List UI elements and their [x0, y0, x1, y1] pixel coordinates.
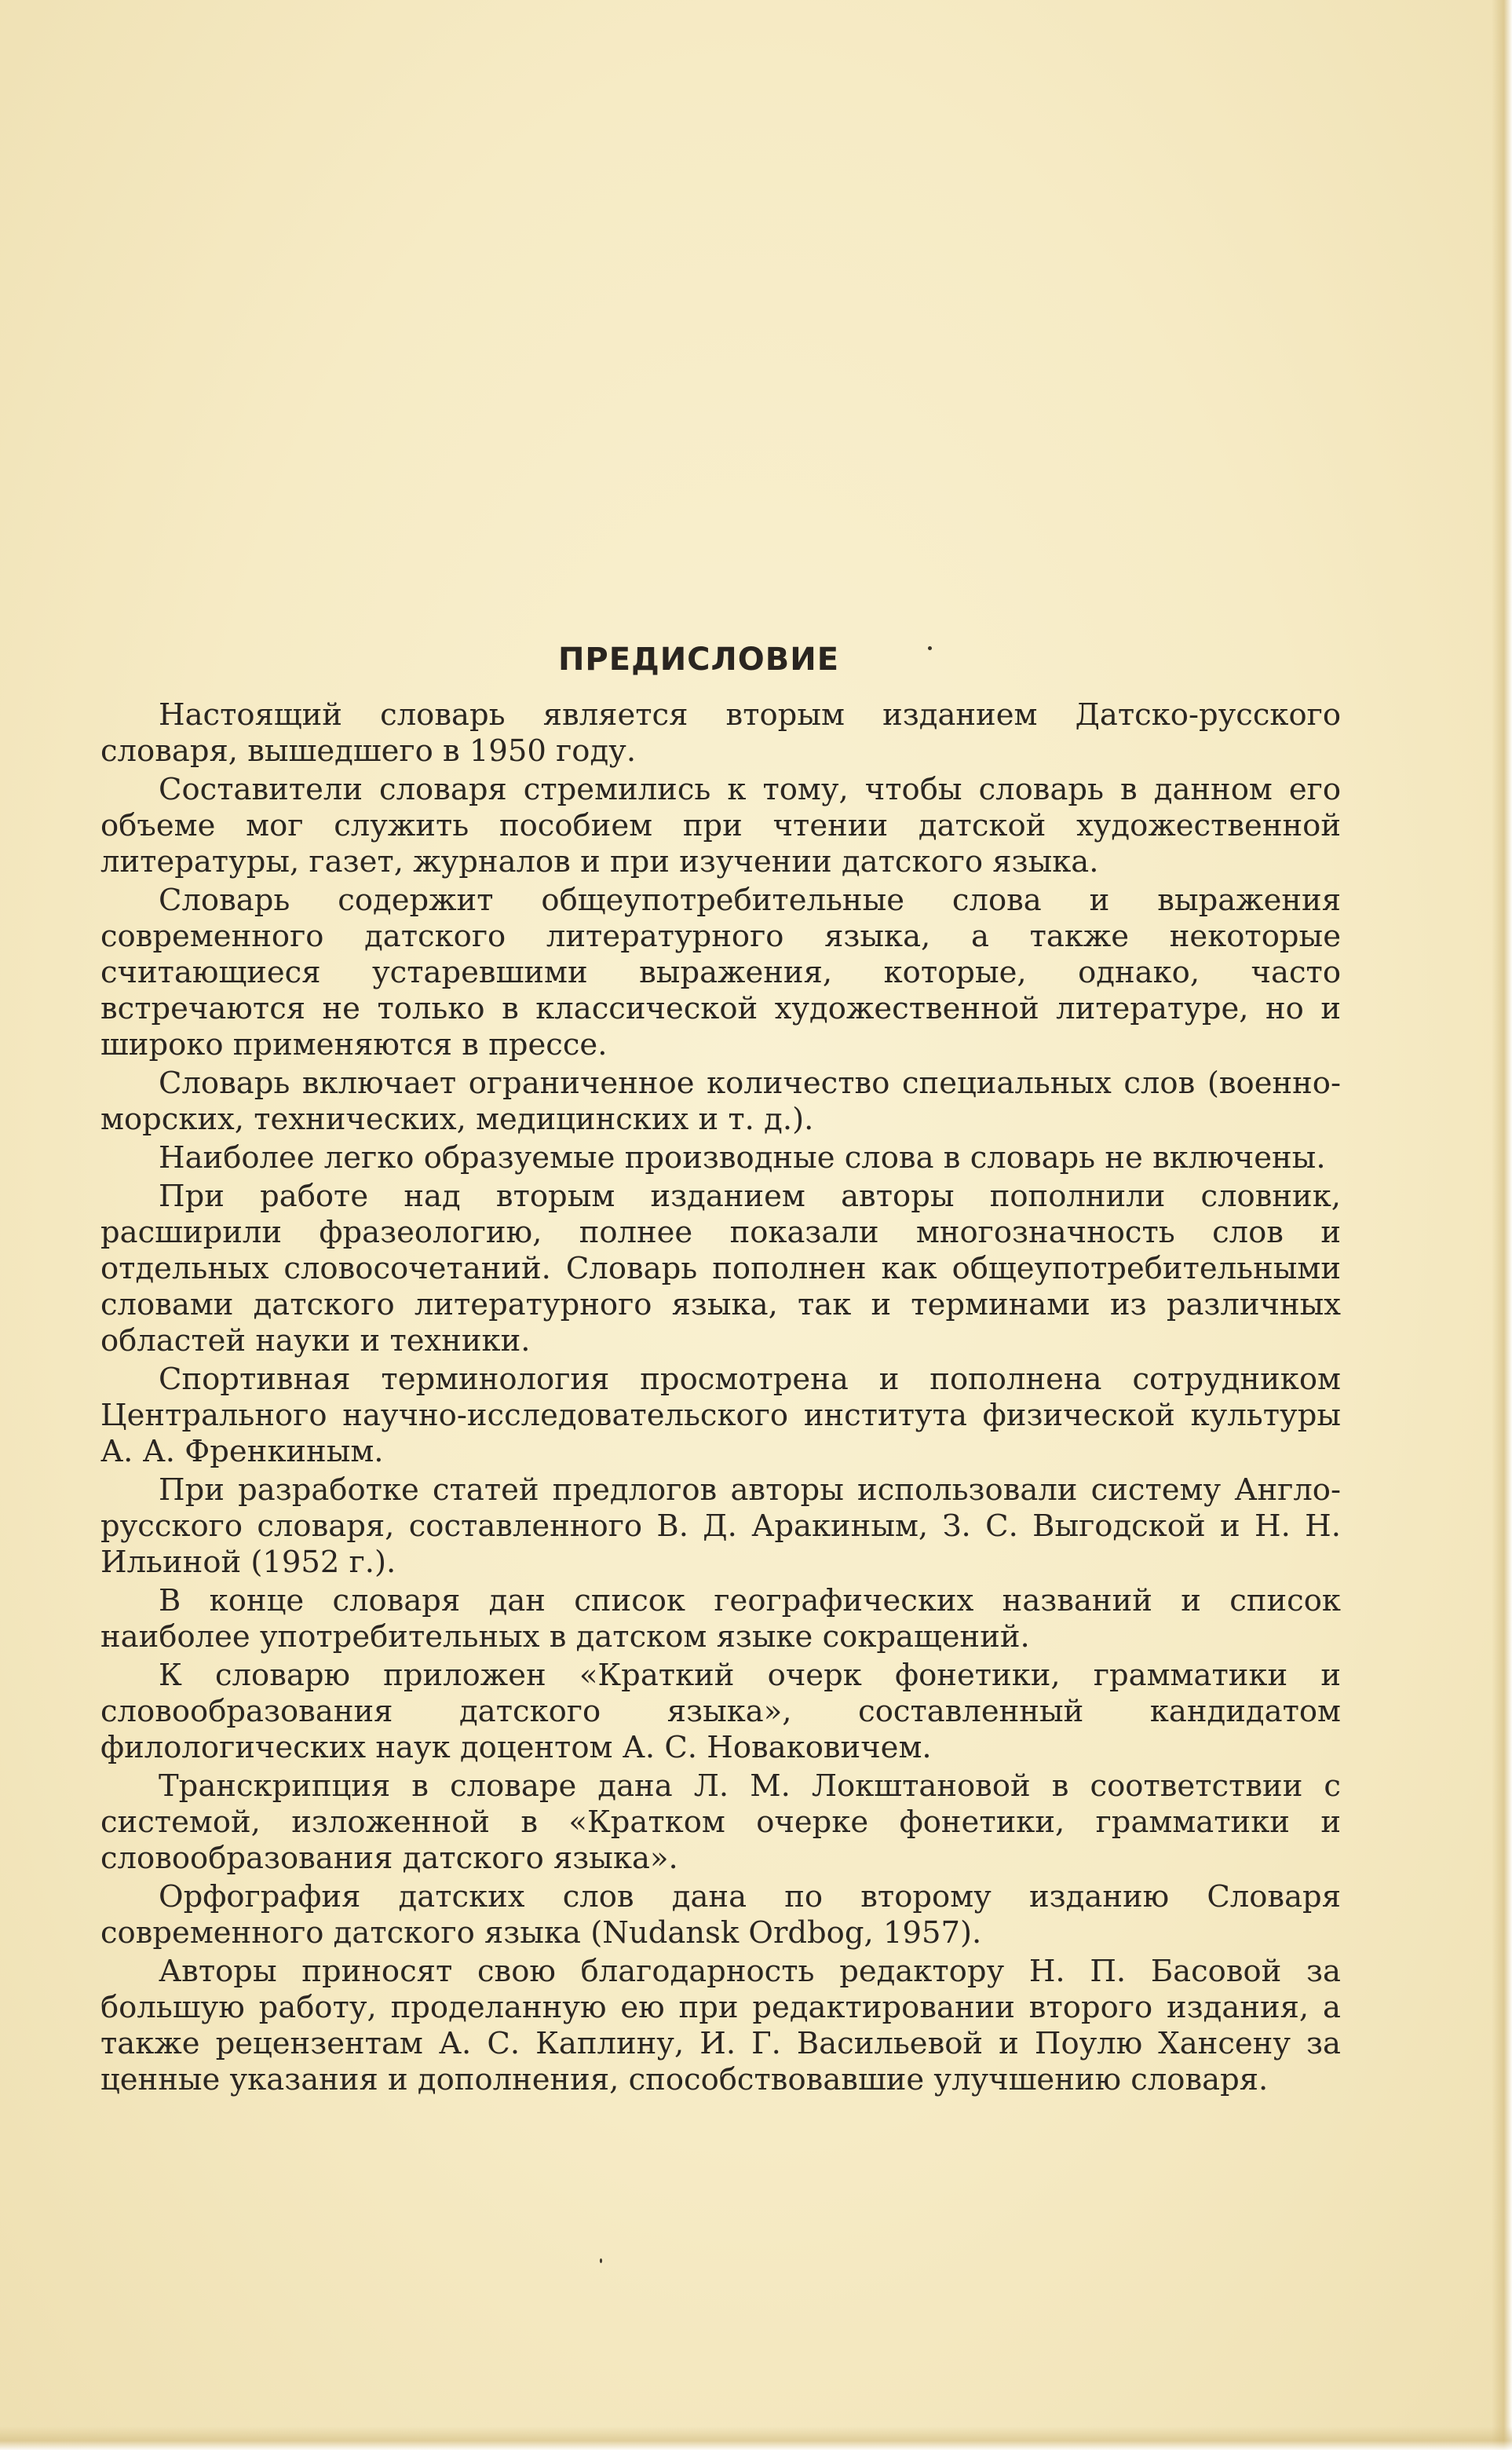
preface-body: [100, 697, 1341, 2101]
page-title: ПРЕДИСЛОВИЕ: [557, 641, 840, 678]
paragraph: Спортивная терминология просмотрена и пополнена сотрудником Центрального научно-исследовательского института физической культуры А. А. Френкиным.: [100, 1362, 1341, 1469]
page-edge-right: [1492, 0, 1512, 2450]
paragraph: Авторы приносят свою благодарность редактору Н. П. Басовой за большую работу, проделанную ею при редактировании второго издания, а также рецензентам А. С. Каплину, И. Г. Васильевой и Поулю Хансену за ценные указания и дополнения, способствовавшие улучшению словаря.: [100, 1954, 1341, 2097]
paragraph: В конце словаря дан список географических названий и список наиболее употребительных в датском языке сокращений.: [100, 1583, 1341, 1655]
paragraph: Словарь содержит общеупотребительные слова и выражения современного датского литературного языка, а также некоторые считающиеся устаревшими выражения, которые, однако, часто встречаются не только в классической художественной литературе, но и широко применяются в прессе.: [100, 883, 1341, 1062]
paragraph: Словарь включает ограниченное количество специальных слов (военно-морских, технических, медицинских и т. д.).: [100, 1066, 1341, 1137]
paragraph: При разработке статей предлогов авторы использовали систему Англо-русского словаря, составленного В. Д. Аракиным, З. С. Выгодской и Н. Н. Ильиной (1952 г.).: [100, 1472, 1341, 1580]
paragraph: Настоящий словарь является вторым изданием Датско-русского словаря, вышедшего в 1950 году.: [100, 697, 1341, 769]
ink-speck: [600, 2258, 602, 2263]
paragraph: Наиболее легко образуемые производные слова в словарь не включены.: [159, 1140, 1326, 1176]
paragraph: Транскрипция в словаре дана Л. М. Локштановой в соответствии с системой, изложенной в «Кратком очерке фонетики, грамматики и словообразования датского языка».: [100, 1768, 1341, 1876]
paragraph: К словарю приложен «Краткий очерк фонетики, грамматики и словообразования датского языка», составленный кандидатом филологических наук доцентом А. С. Новаковичем.: [100, 1658, 1341, 1765]
page-edge-bottom: [0, 2426, 1512, 2450]
paragraph: При работе над вторым изданием авторы пополнили словник, расширили фразеологию, полнее показали многозначность слов и отдельных словосочетаний. Словарь пополнен как общеупотребительными словами датского литературного языка, так и терминами из различных областей науки и техники.: [100, 1179, 1341, 1358]
paragraph: Орфография датских слов дана по второму изданию Словаря современного датского языка (Nudansk Ordbog, 1957).: [100, 1879, 1341, 1951]
paragraph: Составители словаря стремились к тому, чтобы словарь в данном его объеме мог служить пособием при чтении датской художественной литературы, газет, журналов и при изучении датского языка.: [100, 772, 1341, 879]
